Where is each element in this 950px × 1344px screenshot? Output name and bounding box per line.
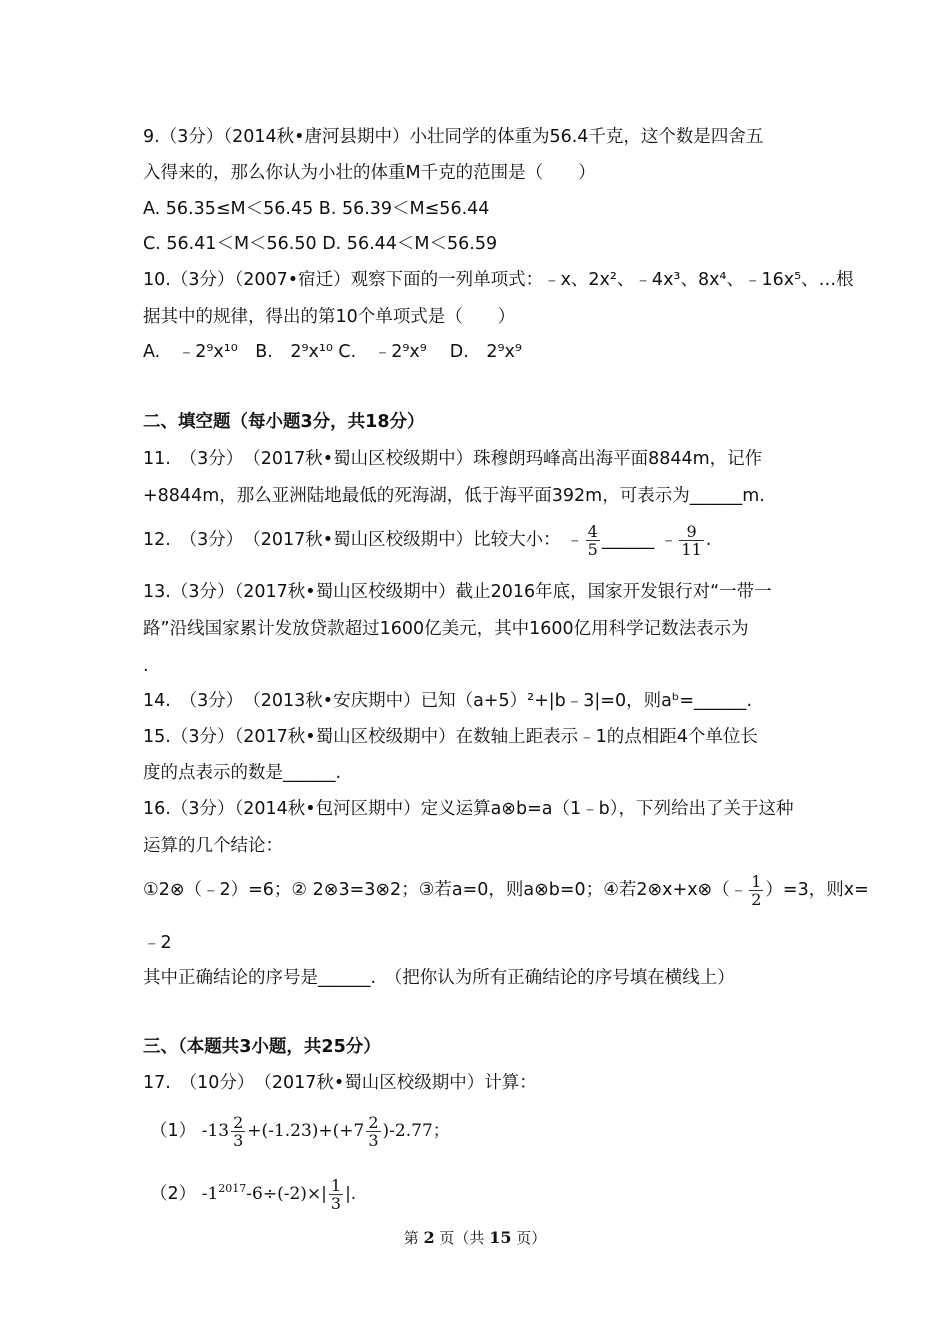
q12-frac2-den: 11 (681, 539, 702, 559)
q16-frac-num: 1 (751, 871, 762, 891)
q17-p2-exp: 2017 (218, 1182, 247, 1195)
q9-options-ab: A. 56.35≤M＜56.45 B. 56.39＜M≤56.44 (143, 199, 490, 219)
q9-line1: 9.（3分）（2014秋•唐河县期中）小壮同学的体重为56.4千克，这个数是四舍五 (143, 127, 764, 147)
q17-p1-label: （1） (150, 1121, 197, 1141)
q17-p2-c: |. (345, 1184, 357, 1204)
q16-line4: ﹣2 (143, 933, 172, 953)
q16-line1: 16.（3分）（2014秋•包河区期中）定义运算a⊗b=a（1﹣b），下列给出了关于这种 (143, 799, 794, 819)
footer-mid: 页（共 (439, 1229, 485, 1247)
q17-p1-a: -13 (201, 1121, 230, 1141)
q17-p1-frac-a (231, 1114, 245, 1149)
section2-title: 二、填空题（每小题3分，共18分） (143, 412, 425, 432)
q17-p1-a-num: 2 (233, 1112, 244, 1132)
q13-line2: 路”沿线国家累计发放贷款超过1600亿美元，其中1600亿用科学记数法表示为 (143, 619, 749, 639)
q17-p2-a: -1 (201, 1184, 219, 1204)
q16-line3-post: ）=3，则x= (765, 880, 869, 900)
q15-line1: 15.（3分）（2017秋•蜀山区校级期中）在数轴上距表示﹣1的点相距4个单位长 (143, 727, 758, 747)
q12-fraction-1 (586, 523, 600, 558)
q16-line3-pre: ①2⊗（﹣2）=6；② 2⊗3=3⊗2；③若a=0，则a⊗b=0；④若2⊗x+x⊗（﹣ (143, 880, 748, 900)
q10-options: A. ﹣2⁹x¹⁰ B. 2⁹x¹⁰ C. ﹣2⁹x⁹ D. 2⁹x⁹ (143, 342, 522, 362)
q12-frac1-den: 5 (587, 539, 598, 559)
footer-pre: 第 (403, 1229, 419, 1247)
q17-p2-den: 3 (330, 1193, 342, 1213)
q10-line2: 据其中的规律，得出的第10个单项式是（ ） (143, 307, 516, 327)
q17-line1: 17. （10分） （2017秋•蜀山区校级期中）计算： (143, 1073, 537, 1093)
q12-blank: ______ (601, 530, 655, 550)
q17-p1-b-num: 2 (368, 1112, 379, 1132)
q17-p1-b: +(-1.23)+(+7 (247, 1121, 365, 1141)
q12-frac2-num: 9 (679, 523, 703, 541)
page-footer (0, 1227, 950, 1248)
q10-line1: 10.（3分）（2007•宿迁）观察下面的一列单项式：﹣x、2x²、﹣4x³、8x⁴、﹣16x⁵、…根 (143, 270, 854, 290)
q13-line3: . (143, 656, 149, 676)
q12-prefix: 12. （3分） （2017秋•蜀山区校级期中）比较大小： (143, 530, 561, 550)
q17-part2 (150, 1168, 356, 1215)
q16-fraction (749, 873, 763, 908)
q17-part1 (150, 1110, 450, 1152)
footer-total-pages: 15 (489, 1228, 512, 1247)
q12-end: . (705, 530, 712, 550)
q17-p2-b: -6÷(-2)×| (246, 1184, 327, 1204)
q16-line2: 运算的几个结论： (143, 836, 283, 856)
q14-line1: 14. （3分） （2013秋•安庆期中）已知（a+5）²+|b﹣3|=0，则aᵇ=______. (143, 691, 753, 711)
q9-options-cd: C. 56.41＜M＜56.50 D. 56.44＜M＜56.59 (143, 234, 498, 254)
q17-p1-b-den: 3 (368, 1130, 379, 1150)
q13-line1: 13.（3分）（2017秋•蜀山区校级期中）截止2016年底，国家开发银行对“一带一 (143, 582, 772, 602)
q12-frac1-sign: ﹣ (566, 530, 584, 550)
q17-p1-a-den: 3 (233, 1130, 244, 1150)
q12-line (143, 522, 711, 558)
q12-frac2-sign: ﹣ (659, 530, 678, 550)
q17-p2-num: 1 (330, 1175, 342, 1195)
q9-line2: 入得来的，那么你认为小壮的体重M千克的范围是（ ） (143, 163, 596, 183)
q17-p2-frac (329, 1177, 343, 1212)
q12-frac1-num: 4 (587, 521, 598, 541)
q17-p2-label: （2） (150, 1184, 197, 1204)
q16-frac-den: 2 (751, 889, 762, 909)
q12-fraction-2 (679, 523, 703, 558)
section3-title: 三、（本题共3小题，共25分） (143, 1037, 381, 1057)
q16-line3 (143, 870, 869, 910)
q16-line5: 其中正确结论的序号是______. （把你认为所有正确结论的序号填在横线上） (143, 968, 735, 988)
q17-p1-c: )-2.77； (382, 1121, 450, 1141)
footer-post: 页） (516, 1229, 547, 1247)
q11-line1: 11. （3分） （2017秋•蜀山区校级期中）珠穆朗玛峰高出海平面8844m，记作 (143, 449, 763, 469)
q15-line2: 度的点表示的数是______. (143, 763, 342, 783)
q11-line2: +8844m，那么亚洲陆地最低的死海湖，低于海平面392m，可表示为______m. (143, 486, 765, 506)
q17-p1-frac-b (366, 1114, 380, 1149)
footer-page-number: 2 (423, 1228, 435, 1247)
